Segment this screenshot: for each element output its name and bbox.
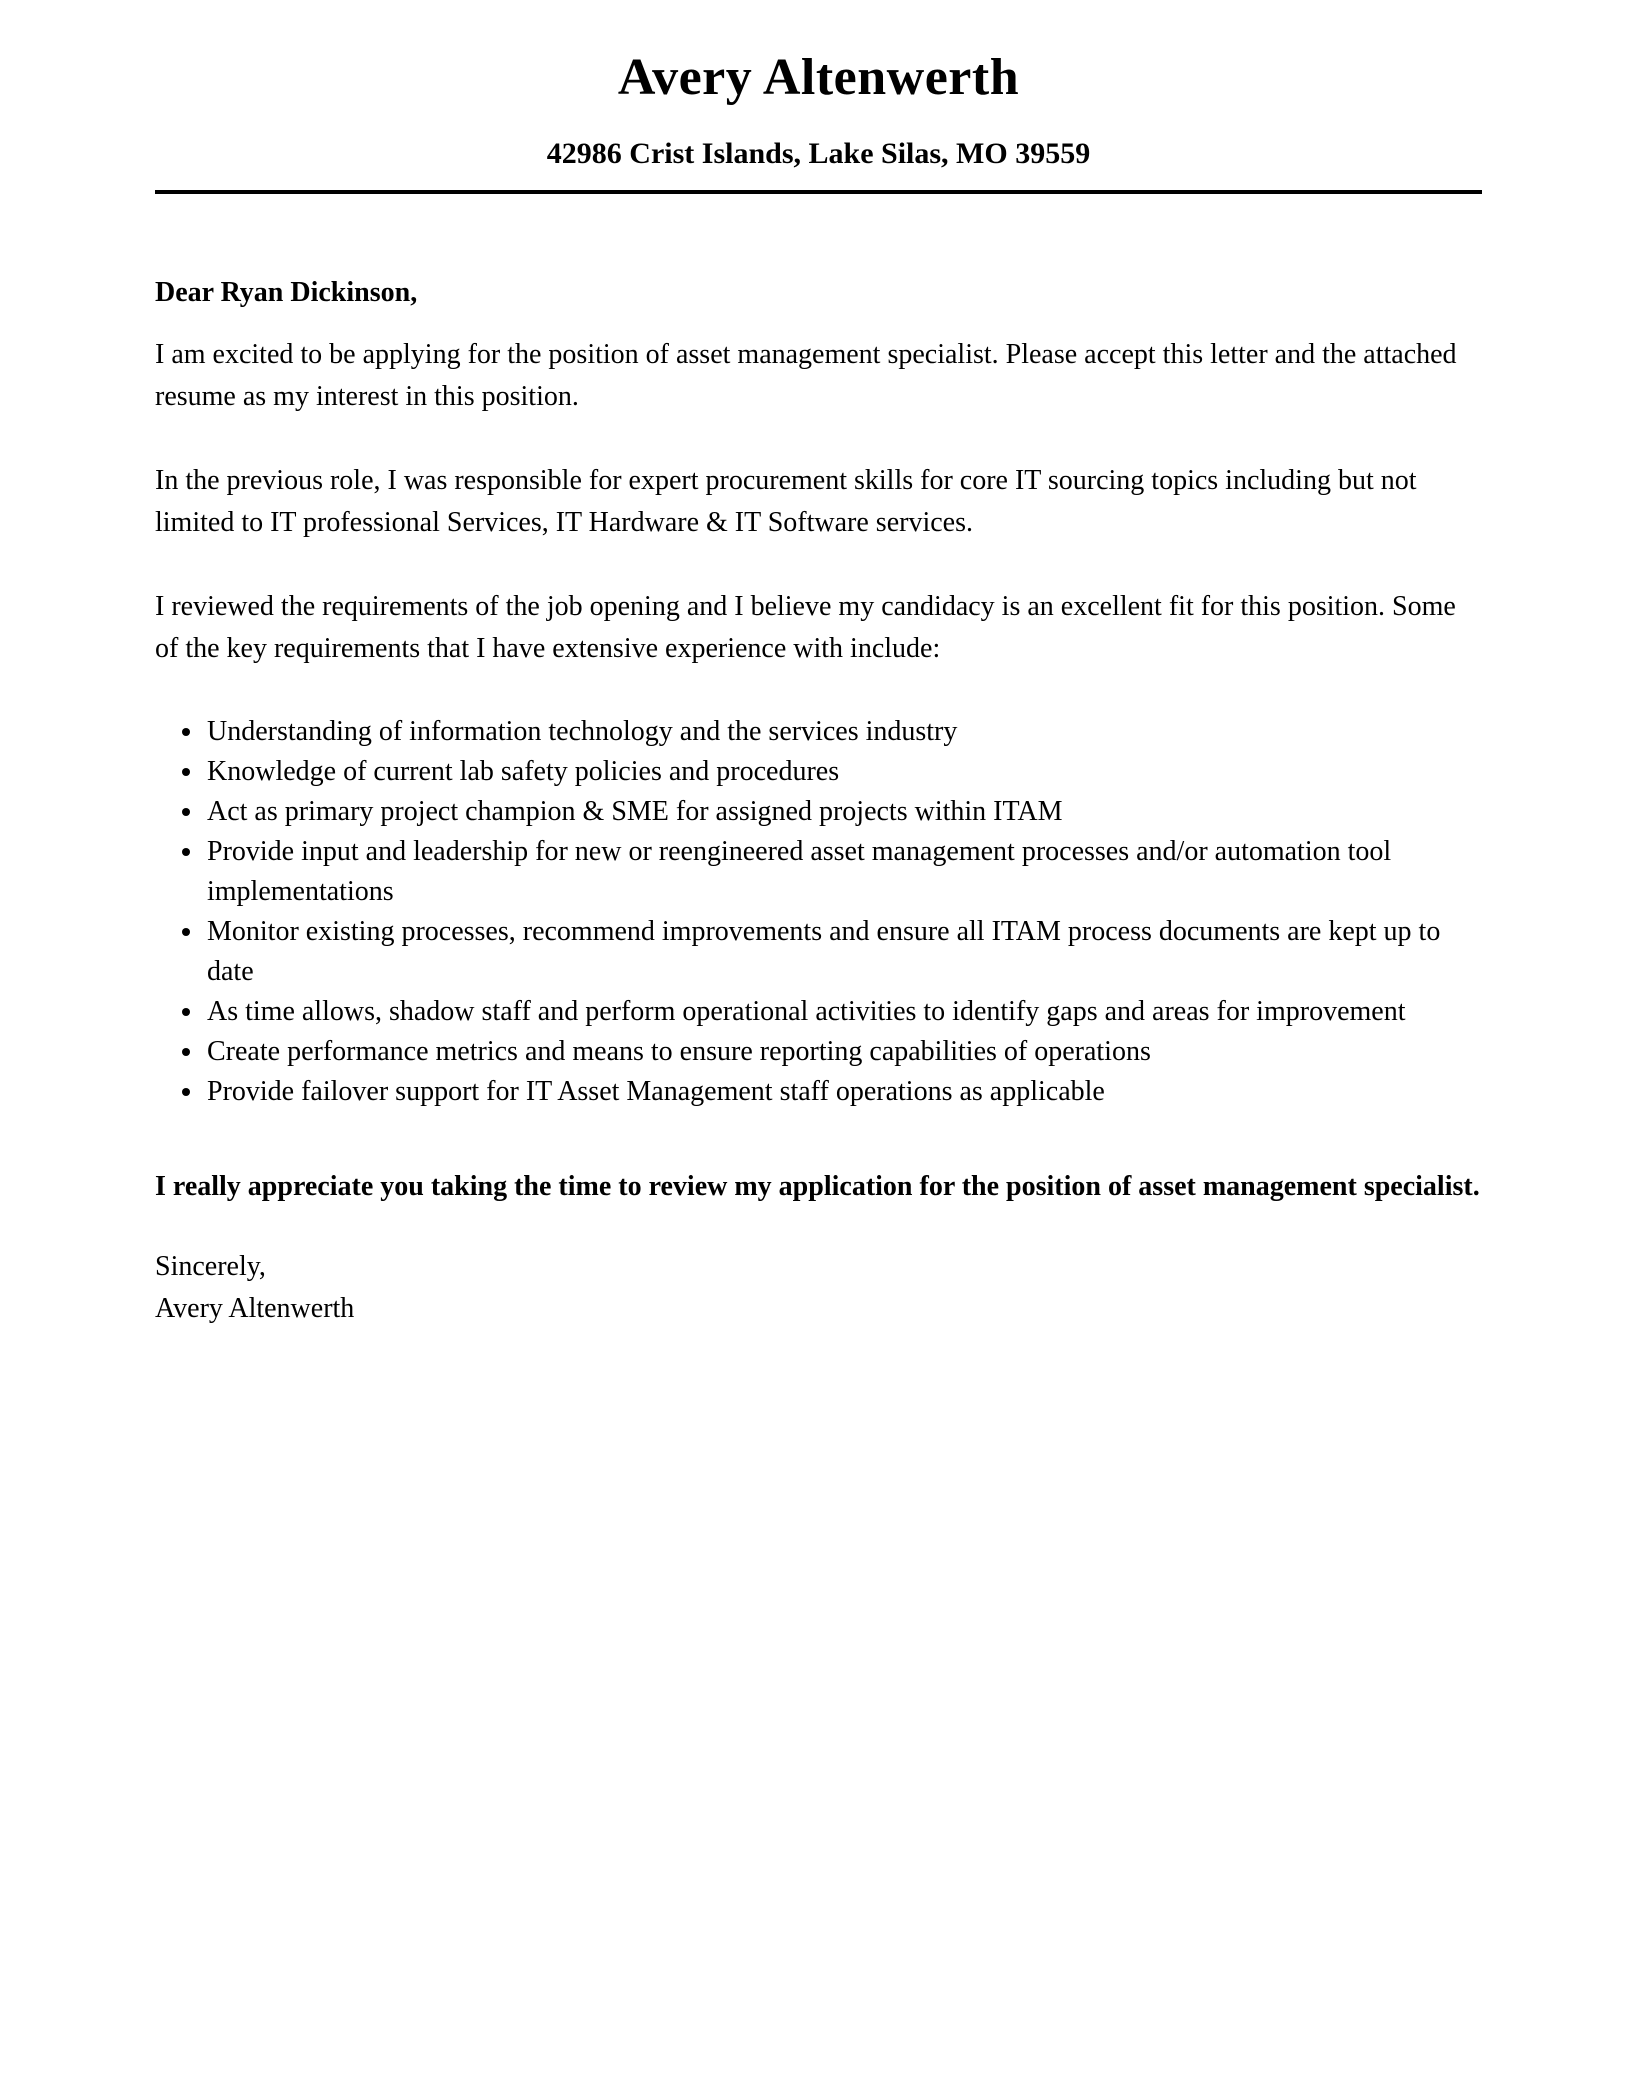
requirements-intro-paragraph: I reviewed the requirements of the job opening and I believe my candidacy is an excellent fit for this position. Some of the key requirements that I have extensive experience with include: [155, 590, 1456, 664]
list-item: • As time allows, shadow staff and perform operational activities to identify gaps and areas for improvement [205, 992, 1482, 1032]
list-item: • Provide input and leadership for new or reengineered asset management processes and/or automation tool implementations [205, 832, 1482, 912]
intro-paragraph: I am excited to be applying for the position of asset management specialist. Please accept this letter and the attached resume as my interest in this position. [155, 338, 1457, 412]
closing-paragraph: I really appreciate you taking the time to review my application for the position of asset management specialist. [155, 1170, 1480, 1202]
signoff: Sincerely, [155, 1250, 266, 1282]
signature-name: Avery Altenwerth [155, 1292, 355, 1324]
list-item: • Create performance metrics and means to ensure reporting capabilities of operations [205, 1032, 1482, 1072]
list-item: • Provide failover support for IT Asset Management staff operations as applicable [205, 1072, 1482, 1112]
sender-address: 42986 Crist Islands, Lake Silas, MO 39559 [546, 136, 1091, 170]
list-item: • Knowledge of current lab safety policies and procedures [205, 752, 1482, 792]
sender-name: Avery Altenwerth [617, 49, 1020, 106]
header-divider [155, 190, 1482, 194]
letter-body [155, 272, 1482, 1330]
previous-role-paragraph: In the previous role, I was responsible for expert procurement skills for core IT sourcing topics including but not limited to IT professional Services, IT Hardware & IT Software services. [155, 464, 1417, 538]
list-item: • Act as primary project champion & SME for assigned projects within ITAM [205, 792, 1482, 832]
letter-header [155, 48, 1482, 194]
list-item: • Understanding of information technology and the services industry [205, 712, 1482, 752]
greeting: Dear Ryan Dickinson, [155, 276, 418, 308]
requirements-list [155, 712, 1482, 1112]
list-item: • Monitor existing processes, recommend improvements and ensure all ITAM process documents are kept up to date [205, 912, 1482, 992]
